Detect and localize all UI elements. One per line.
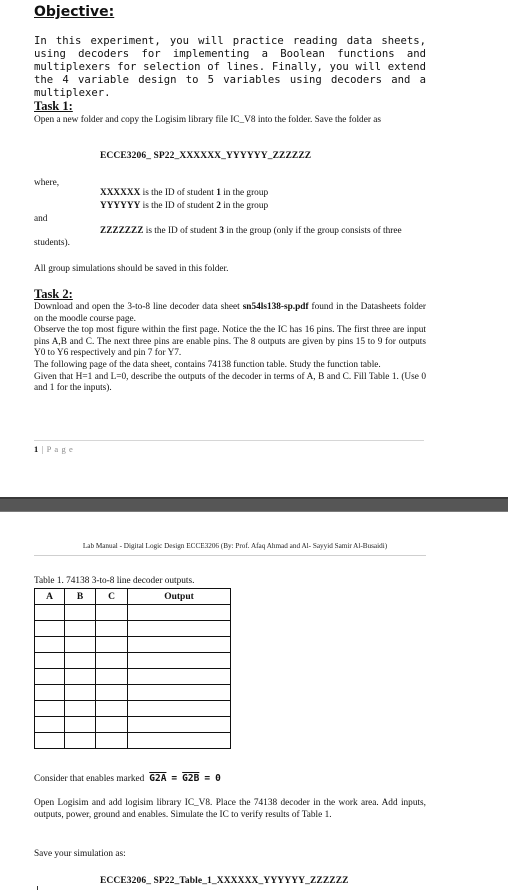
objective-heading: Objective: bbox=[34, 4, 115, 20]
student3-id-code: ZZZZZZZ bbox=[100, 226, 144, 236]
equals-sign-1: = bbox=[171, 773, 178, 784]
student2-id-code: YYYYYY bbox=[100, 201, 141, 211]
cell-c[interactable] bbox=[96, 733, 128, 749]
table-row bbox=[35, 621, 231, 637]
cell-c[interactable] bbox=[96, 653, 128, 669]
table-body bbox=[35, 605, 231, 749]
cell-b[interactable] bbox=[65, 621, 96, 637]
cell-b[interactable] bbox=[65, 717, 96, 733]
cell-output[interactable] bbox=[128, 733, 231, 749]
cell-a[interactable] bbox=[35, 637, 65, 653]
cell-output[interactable] bbox=[128, 669, 231, 685]
enables-lead-text: Consider that enables marked bbox=[34, 774, 145, 784]
page-number: 1 bbox=[34, 444, 39, 454]
cell-b[interactable] bbox=[65, 605, 96, 621]
save-location-note: All group simulations should be saved in this folder. bbox=[34, 264, 229, 274]
cell-b[interactable] bbox=[65, 637, 96, 653]
simulation-instructions: Open Logisim and add logisim library IC_V8. Place the 74138 decoder in the work area. Add inputs, outputs, power, ground and enables. Simulate the IC to verify results of Table 1. bbox=[34, 798, 426, 820]
table-row bbox=[35, 605, 231, 621]
student3-id-tail: in the group (only if the group consists of three students). bbox=[34, 226, 402, 248]
document-page-2 bbox=[0, 512, 508, 890]
task1-heading: Task 1: bbox=[34, 99, 73, 113]
datasheet-filename: sn54ls138-sp.pdf bbox=[242, 302, 309, 312]
cell-a[interactable] bbox=[35, 717, 65, 733]
running-header: Lab Manual - Digital Logic Design ECCE3206 (By: Prof. Afaq Ahmad and Al- Sayyid Samir Al-Busaidi) bbox=[82, 542, 388, 550]
and-label: and bbox=[34, 214, 48, 224]
student1-number: 1 bbox=[216, 188, 221, 198]
student1-id-text: is the ID of student bbox=[140, 188, 217, 198]
task2-function-table-paragraph: The following page of the data sheet, contains 74138 function table. Study the function table. bbox=[34, 359, 381, 370]
cell-output[interactable] bbox=[128, 605, 231, 621]
cell-b[interactable] bbox=[65, 733, 96, 749]
table-row bbox=[35, 637, 231, 653]
student1-id-tail: in the group bbox=[220, 188, 269, 198]
where-label: where, bbox=[34, 178, 60, 188]
cell-c[interactable] bbox=[96, 637, 128, 653]
student2-id-line bbox=[100, 201, 268, 213]
task2-heading: Task 2: bbox=[34, 287, 73, 301]
cell-a[interactable] bbox=[35, 653, 65, 669]
cell-b[interactable] bbox=[65, 701, 96, 717]
column-header-a: A bbox=[35, 589, 65, 605]
footer-page-word: P a g e bbox=[46, 444, 74, 454]
cell-c[interactable] bbox=[96, 685, 128, 701]
column-header-output: Output bbox=[128, 589, 231, 605]
table-row bbox=[35, 685, 231, 701]
cell-a[interactable] bbox=[35, 701, 65, 717]
text-cursor-mark bbox=[37, 886, 41, 890]
table-header-row bbox=[35, 589, 231, 605]
cell-output[interactable] bbox=[128, 685, 231, 701]
cell-output[interactable] bbox=[128, 717, 231, 733]
table-row bbox=[35, 653, 231, 669]
enables-statement bbox=[34, 773, 221, 786]
task2-instructions bbox=[34, 302, 426, 395]
footer-separator: | bbox=[38, 444, 47, 454]
student1-id-code: XXXXXX bbox=[100, 188, 141, 198]
cell-output[interactable] bbox=[128, 637, 231, 653]
task2-download-paragraph bbox=[34, 302, 426, 325]
student3-number: 3 bbox=[219, 226, 224, 236]
cell-c[interactable] bbox=[96, 605, 128, 621]
task2-download-tail: found in the Datasheets folder on the moodle course page. bbox=[34, 302, 427, 324]
student3-id-text: is the ID of student bbox=[143, 226, 220, 236]
cell-a[interactable] bbox=[35, 733, 65, 749]
table-row bbox=[35, 701, 231, 717]
table-row bbox=[35, 717, 231, 733]
cell-b[interactable] bbox=[65, 669, 96, 685]
student1-id-line bbox=[100, 188, 268, 200]
student2-id-text: is the ID of student bbox=[140, 201, 217, 211]
save-as-label: Save your simulation as: bbox=[34, 849, 126, 859]
student2-number: 2 bbox=[216, 201, 221, 211]
task1-instructions: Open a new folder and copy the Logisim library file IC_V8 into the folder. Save the folder as bbox=[34, 115, 381, 125]
task2-pins-paragraph: Observe the top most figure within the first page. Notice the the IC has 16 pins. The first three are input pins A,B and C. The next three pins are enable pins. The 8 outputs are given by pins 15 to 9 for outputs Y0 to Y6 respectively and pin 7 for Y7. bbox=[34, 325, 426, 359]
student3-id-line bbox=[34, 226, 426, 249]
cell-a[interactable] bbox=[35, 605, 65, 621]
header-divider bbox=[34, 555, 426, 556]
student2-id-tail: in the group bbox=[220, 201, 269, 211]
cell-output[interactable] bbox=[128, 701, 231, 717]
folder-name: ECCE3206_ SP22_XXXXXX_YYYYYY_ZZZZZZ bbox=[100, 151, 312, 161]
objective-paragraph: In this experiment, you will practice reading data sheets, using decoders for implementing a Boolean functions and multiplexers for selection of lines. Finally, you will extend the 4 variable design to 5 variables using decoders and a multiplexer. bbox=[34, 35, 426, 99]
table-row bbox=[35, 733, 231, 749]
task2-fill-table-paragraph: Given that H=1 and L=0, describe the outputs of the decoder in terms of A, B and C. Fill Table 1. (Use 0 and 1 for the inputs). bbox=[34, 371, 426, 394]
cell-c[interactable] bbox=[96, 621, 128, 637]
footer-divider bbox=[34, 440, 424, 441]
enable-value: 0 bbox=[215, 773, 221, 784]
task2-download-text: Download and open the 3-to-8 line decoder data sheet bbox=[34, 302, 243, 312]
cell-a[interactable] bbox=[35, 685, 65, 701]
table-row bbox=[35, 669, 231, 685]
column-header-b: B bbox=[65, 589, 96, 605]
cell-a[interactable] bbox=[35, 621, 65, 637]
cell-a[interactable] bbox=[35, 669, 65, 685]
simulation-filename: ECCE3206_ SP22_Table_1_XXXXXX_YYYYYY_ZZZZZZ bbox=[100, 876, 349, 886]
cell-c[interactable] bbox=[96, 717, 128, 733]
page-break-divider bbox=[0, 497, 508, 512]
table-caption: Table 1. 74138 3-to-8 line decoder outputs. bbox=[34, 576, 195, 586]
equals-sign-2: = bbox=[204, 773, 211, 784]
g2a-signal: G2A bbox=[149, 773, 167, 784]
cell-b[interactable] bbox=[65, 653, 96, 669]
g2b-signal: G2B bbox=[182, 773, 200, 784]
cell-c[interactable] bbox=[96, 701, 128, 717]
column-header-c: C bbox=[96, 589, 128, 605]
cell-c[interactable] bbox=[96, 669, 128, 685]
cell-output[interactable] bbox=[128, 653, 231, 669]
cell-output[interactable] bbox=[128, 621, 231, 637]
decoder-truth-table bbox=[34, 588, 231, 749]
page-footer bbox=[34, 444, 73, 454]
cell-b[interactable] bbox=[65, 685, 96, 701]
